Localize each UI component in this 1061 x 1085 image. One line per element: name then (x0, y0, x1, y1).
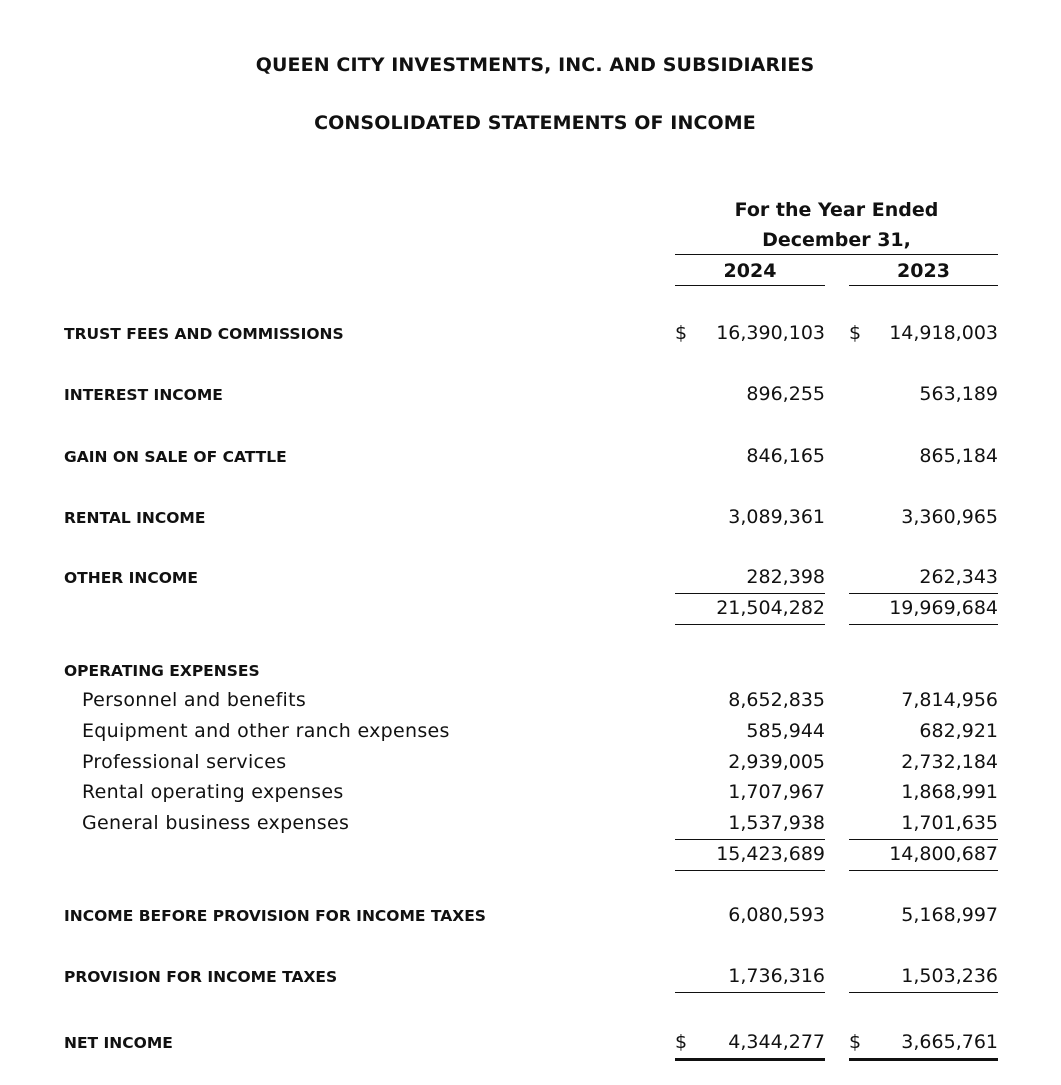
row-equipment (0, 720, 1061, 744)
row-professional-services (0, 751, 1061, 775)
row-net-income (0, 1031, 1061, 1055)
row-gain-on-cattle (0, 445, 1061, 469)
row-label: Professional services (82, 751, 287, 773)
row-label: Equipment and other ranch expenses (82, 720, 450, 742)
value-2023: 1,701,635 (901, 812, 998, 834)
row-rental-operating (0, 781, 1061, 805)
value-2023: 1,503,236 (901, 965, 998, 987)
company-name: QUEEN CITY INVESTMENTS, INC. AND SUBSIDIARIES (255, 54, 815, 76)
row-label: INTEREST INCOME (64, 386, 223, 404)
value-2024: 21,504,282 (716, 597, 825, 619)
value-2023: 1,868,991 (901, 781, 998, 803)
row-total-operating-expenses (0, 843, 1061, 867)
period-header-line2: December 31, (675, 229, 998, 255)
period-header-line1: For the Year Ended (734, 199, 939, 221)
value-2023: 865,184 (919, 445, 998, 467)
value-2024: 1,707,967 (728, 781, 825, 803)
dollar-sign: $ (675, 322, 688, 344)
row-provision-for-taxes (0, 965, 1061, 989)
dollar-sign: $ (849, 1031, 862, 1053)
value-2023: 14,918,003 (889, 322, 998, 344)
row-label: GAIN ON SALE OF CATTLE (64, 448, 287, 466)
value-2023: 2,732,184 (901, 751, 998, 773)
value-2023: 7,814,956 (901, 689, 998, 711)
value-2024: 1,537,938 (728, 812, 825, 834)
section-operating-expenses (0, 659, 1061, 683)
row-label: NET INCOME (64, 1034, 173, 1052)
row-label: TRUST FEES AND COMMISSIONS (64, 325, 344, 343)
value-2023: 5,168,997 (901, 904, 998, 926)
value-2024: 3,089,361 (728, 506, 825, 528)
row-personnel (0, 689, 1061, 713)
row-label: RENTAL INCOME (64, 509, 206, 527)
value-2024: 16,390,103 (716, 322, 825, 344)
year-header-2024: 2024 (675, 260, 825, 286)
value-2023: 3,665,761 (901, 1031, 998, 1053)
row-other-income (0, 566, 1061, 590)
value-2023: 14,800,687 (889, 843, 998, 865)
value-2024: 15,423,689 (716, 843, 825, 865)
value-2024: 4,344,277 (728, 1031, 825, 1053)
row-total-revenues (0, 597, 1061, 621)
value-2023: 262,343 (919, 566, 998, 588)
value-2024: 2,939,005 (728, 751, 825, 773)
row-label: Personnel and benefits (82, 689, 307, 711)
row-label: General business expenses (82, 812, 350, 834)
row-rental-income (0, 506, 1061, 530)
value-2024: 6,080,593 (728, 904, 825, 926)
row-general-business (0, 812, 1061, 836)
section-label: OPERATING EXPENSES (64, 662, 260, 680)
value-2023: 3,360,965 (901, 506, 998, 528)
row-label: PROVISION FOR INCOME TAXES (64, 968, 338, 986)
value-2024: 896,255 (746, 383, 825, 405)
dollar-sign: $ (849, 322, 862, 344)
value-2024: 846,165 (746, 445, 825, 467)
value-2024: 585,944 (746, 720, 825, 742)
value-2023: 682,921 (919, 720, 998, 742)
row-trust-fees (0, 322, 1061, 346)
row-label: OTHER INCOME (64, 569, 198, 587)
row-interest-income (0, 383, 1061, 407)
dollar-sign: $ (675, 1031, 688, 1053)
row-label: Rental operating expenses (82, 781, 344, 803)
value-2023: 19,969,684 (889, 597, 998, 619)
value-2024: 8,652,835 (728, 689, 825, 711)
row-income-before-taxes (0, 904, 1061, 928)
value-2024: 1,736,316 (728, 965, 825, 987)
value-2024: 282,398 (746, 566, 825, 588)
value-2023: 563,189 (919, 383, 998, 405)
statement-title: CONSOLIDATED STATEMENTS OF INCOME (314, 112, 756, 134)
year-header-2023: 2023 (849, 260, 998, 286)
row-label: INCOME BEFORE PROVISION FOR INCOME TAXES (64, 907, 486, 925)
